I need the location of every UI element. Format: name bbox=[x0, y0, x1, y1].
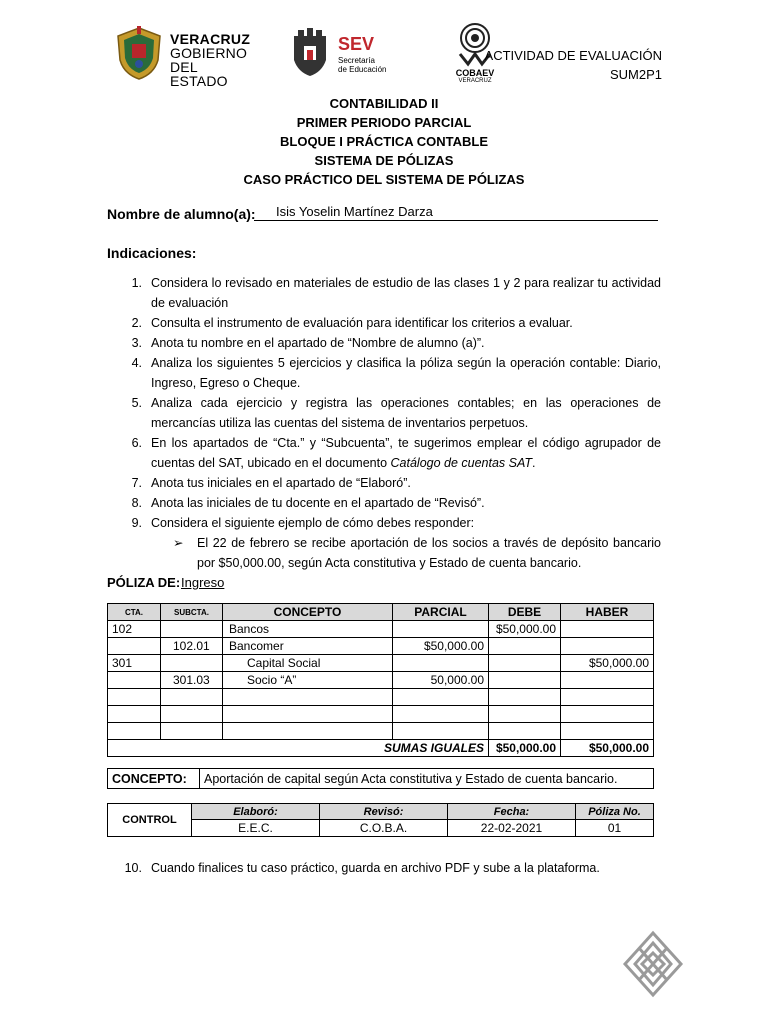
cell-haber[interactable]: $50,000.00 bbox=[561, 655, 654, 672]
concepto-table bbox=[107, 768, 654, 789]
student-name-value[interactable]: Isis Yoselin Martínez Darza bbox=[276, 204, 433, 219]
cell-haber[interactable] bbox=[561, 621, 654, 638]
item-number: 6. bbox=[131, 436, 142, 450]
header-cta: CTA. bbox=[108, 604, 161, 621]
item-text-part: En los apartados de “Cta.” y “Subcuenta”, te sugerimos emplear el código agrupador de cuentas del SAT, ubicado en el documento bbox=[151, 436, 661, 470]
veracruz-logo bbox=[114, 24, 254, 89]
cobaev-sub: VERACRUZ bbox=[458, 78, 492, 84]
item-number: 7. bbox=[131, 476, 142, 490]
cell-concepto[interactable] bbox=[223, 689, 393, 706]
cell-debe[interactable] bbox=[489, 638, 561, 655]
title-line: CONTABILIDAD II bbox=[329, 96, 439, 111]
cell-cta[interactable] bbox=[108, 672, 161, 689]
cell-haber[interactable] bbox=[561, 672, 654, 689]
document-titles bbox=[0, 94, 768, 189]
cobaev-name: COBAEV bbox=[455, 68, 495, 78]
cell-debe[interactable] bbox=[489, 672, 561, 689]
item-number: 9. bbox=[131, 516, 142, 530]
header-parcial: PARCIAL bbox=[393, 604, 489, 621]
item-number: 4. bbox=[131, 356, 142, 370]
knot-pattern-icon bbox=[622, 930, 684, 998]
cell-haber[interactable] bbox=[561, 638, 654, 655]
sumas-row bbox=[108, 740, 654, 757]
item-number: 1. bbox=[131, 276, 142, 290]
list-item bbox=[107, 433, 661, 473]
header-concepto: CONCEPTO bbox=[223, 604, 393, 621]
poliza-label: PÓLIZA DE: bbox=[107, 575, 181, 590]
cell-haber[interactable] bbox=[561, 723, 654, 740]
cell-subcta[interactable]: 102.01 bbox=[161, 638, 223, 655]
cell-parcial[interactable] bbox=[393, 723, 489, 740]
sev-logo bbox=[290, 26, 400, 82]
cell-concepto[interactable] bbox=[223, 706, 393, 723]
item-text: Consulta el instrumento de evaluación para identificar los criterios a evaluar. bbox=[151, 316, 573, 330]
sev-name: SEV bbox=[338, 34, 375, 54]
item-text: Analiza los siguientes 5 ejercicios y clasifica la póliza según la operación contable: Diario, Ingreso, Egreso o Cheque. bbox=[151, 356, 661, 390]
cell-parcial[interactable] bbox=[393, 706, 489, 723]
cell-concepto[interactable]: Bancomer bbox=[223, 638, 393, 655]
header-subcta: SUBCTA. bbox=[161, 604, 223, 621]
list-item bbox=[107, 353, 661, 393]
title-line: SISTEMA DE PÓLIZAS bbox=[314, 153, 454, 168]
item-number: 3. bbox=[131, 336, 142, 350]
title-line: BLOQUE I PRÁCTICA CONTABLE bbox=[280, 134, 488, 149]
item-text-part: . bbox=[532, 456, 536, 470]
veracruz-line1: VERACRUZ bbox=[170, 31, 251, 47]
list-item bbox=[107, 393, 661, 433]
cell-cta[interactable]: 102 bbox=[108, 621, 161, 638]
item-text: Anota tu nombre en el apartado de “Nombre de alumno (a)”. bbox=[151, 336, 485, 350]
veracruz-shield-icon bbox=[114, 26, 164, 80]
activity-line1: ACTIVIDAD DE EVALUACIÓN bbox=[484, 48, 662, 63]
list-item bbox=[107, 493, 661, 513]
cell-debe[interactable] bbox=[489, 723, 561, 740]
cell-concepto[interactable]: Socio “A” bbox=[223, 672, 393, 689]
arrow-bullet-icon: ➢ bbox=[173, 536, 184, 550]
example-text: El 22 de febrero se recibe aportación de los socios a través de depósito bancario por $50,000.00, según Acta constitutiva y Estado de cuenta bancario. bbox=[197, 536, 661, 570]
cell-parcial[interactable] bbox=[393, 689, 489, 706]
list-item bbox=[107, 858, 661, 878]
cell-debe[interactable]: $50,000.00 bbox=[489, 621, 561, 638]
sev-castle-icon bbox=[290, 26, 330, 78]
cell-cta[interactable] bbox=[108, 706, 161, 723]
sev-sub2: de Educación bbox=[338, 65, 387, 74]
table-row bbox=[108, 621, 654, 638]
veracruz-line2: GOBIERNO bbox=[170, 45, 248, 61]
cell-subcta[interactable] bbox=[161, 706, 223, 723]
cell-concepto[interactable]: Capital Social bbox=[223, 655, 393, 672]
fecha-header: Fecha: bbox=[448, 804, 576, 820]
activity-line2: SUM2P1 bbox=[609, 67, 662, 82]
poliza-rows bbox=[108, 621, 654, 740]
cell-cta[interactable]: 301 bbox=[108, 655, 161, 672]
item-number: 2. bbox=[131, 316, 142, 330]
item-text bbox=[151, 433, 661, 473]
poliza-no-header: Póliza No. bbox=[576, 804, 654, 820]
item-number: 10. bbox=[124, 861, 142, 875]
instructions-title: Indicaciones: bbox=[107, 245, 197, 261]
fecha-value[interactable]: 22-02-2021 bbox=[448, 820, 576, 837]
list-item bbox=[107, 313, 661, 333]
cell-subcta[interactable] bbox=[161, 655, 223, 672]
item-text: Considera lo revisado en materiales de estudio de las clases 1 y 2 para realizar tu actividad de evaluación bbox=[151, 276, 661, 310]
table-row bbox=[108, 672, 654, 689]
cell-parcial[interactable] bbox=[393, 655, 489, 672]
cell-subcta[interactable] bbox=[161, 723, 223, 740]
item-number: 8. bbox=[131, 496, 142, 510]
student-name-underline bbox=[254, 220, 658, 221]
table-row bbox=[108, 638, 654, 655]
item-text: Analiza cada ejercicio y registra las operaciones contables; en las operaciones de mercancías utiliza las cuentas del sistema de inventarios perpetuos. bbox=[151, 396, 661, 430]
cell-debe[interactable] bbox=[489, 655, 561, 672]
cell-haber[interactable] bbox=[561, 706, 654, 723]
item-text: Considera el siguiente ejemplo de cómo debes responder: bbox=[151, 516, 475, 530]
cell-subcta[interactable] bbox=[161, 689, 223, 706]
cell-subcta[interactable]: 301.03 bbox=[161, 672, 223, 689]
poliza-no-value[interactable]: 01 bbox=[576, 820, 654, 837]
control-label: CONTROL bbox=[108, 804, 192, 837]
student-name-label: Nombre de alumno(a): bbox=[107, 206, 256, 222]
reviso-header: Revisó: bbox=[320, 804, 448, 820]
cell-debe[interactable] bbox=[489, 689, 561, 706]
title-line: PRIMER PERIODO PARCIAL bbox=[296, 115, 472, 130]
list-item bbox=[107, 513, 661, 533]
cell-cta[interactable] bbox=[108, 638, 161, 655]
item-text: Anota las iniciales de tu docente en el apartado de “Revisó”. bbox=[151, 496, 485, 510]
concepto-text[interactable]: Aportación de capital según Acta constitutiva y Estado de cuenta bancario. bbox=[200, 769, 654, 789]
cell-parcial[interactable]: $50,000.00 bbox=[393, 638, 489, 655]
elaboro-value[interactable]: E.E.C. bbox=[192, 820, 320, 837]
concepto-row bbox=[108, 769, 654, 789]
table-row bbox=[108, 723, 654, 740]
item-text: Anota tus iniciales en el apartado de “Elaboró”. bbox=[151, 476, 411, 490]
elaboro-header: Elaboró: bbox=[192, 804, 320, 820]
cell-parcial[interactable] bbox=[393, 621, 489, 638]
cell-subcta[interactable] bbox=[161, 621, 223, 638]
list-item bbox=[107, 473, 661, 493]
concepto-label: CONCEPTO: bbox=[108, 769, 200, 789]
control-table bbox=[107, 803, 654, 837]
poliza-table bbox=[107, 603, 654, 757]
header-haber: HABER bbox=[561, 604, 654, 621]
sumas-debe[interactable]: $50,000.00 bbox=[489, 740, 561, 757]
list-item bbox=[107, 333, 661, 353]
cell-cta[interactable] bbox=[108, 723, 161, 740]
instructions-list bbox=[107, 273, 661, 573]
cell-debe[interactable] bbox=[489, 706, 561, 723]
sumas-haber[interactable]: $50,000.00 bbox=[561, 740, 654, 757]
table-row bbox=[108, 706, 654, 723]
final-instruction bbox=[107, 858, 661, 878]
cell-haber[interactable] bbox=[561, 689, 654, 706]
cell-concepto[interactable] bbox=[223, 723, 393, 740]
veracruz-line3: DEL ESTADO bbox=[170, 59, 228, 89]
poliza-type[interactable]: Ingreso bbox=[181, 575, 225, 590]
cell-cta[interactable] bbox=[108, 689, 161, 706]
cell-concepto[interactable]: Bancos bbox=[223, 621, 393, 638]
title-line: CASO PRÁCTICO DEL SISTEMA DE PÓLIZAS bbox=[243, 172, 525, 187]
example-item bbox=[107, 533, 661, 573]
item-number: 5. bbox=[131, 396, 142, 410]
list-item bbox=[107, 273, 661, 313]
cell-parcial[interactable]: 50,000.00 bbox=[393, 672, 489, 689]
table-row bbox=[108, 655, 654, 672]
reviso-value[interactable]: C.O.B.A. bbox=[320, 820, 448, 837]
table-row bbox=[108, 689, 654, 706]
item-text: Cuando finalices tu caso práctico, guarda en archivo PDF y sube a la plataforma. bbox=[151, 861, 600, 875]
sumas-label: SUMAS IGUALES bbox=[108, 740, 489, 757]
header-debe: DEBE bbox=[489, 604, 561, 621]
activity-label bbox=[485, 46, 662, 84]
catalog-reference: Catálogo de cuentas SAT bbox=[390, 456, 533, 470]
sev-sub1: Secretaría bbox=[338, 56, 375, 65]
